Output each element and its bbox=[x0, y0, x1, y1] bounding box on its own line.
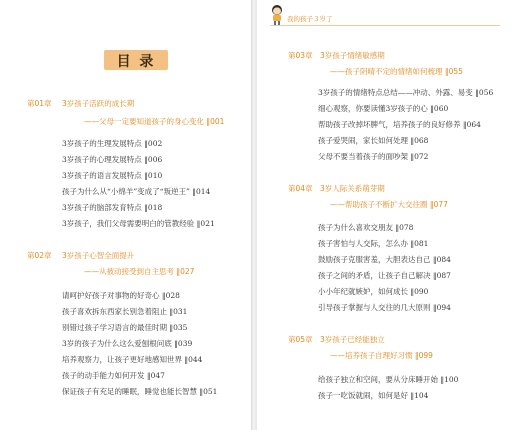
chapter-subtitle-text: ——帮助孩子不断扩大交往圈 bbox=[330, 200, 428, 209]
chapter-subtitle-text: ——培养孩子自理好习惯 bbox=[330, 351, 413, 360]
toc-entry-page: ‖100 bbox=[440, 375, 459, 384]
toc-entry-text: 孩子爱哭闹，家长如何处理 bbox=[318, 136, 408, 145]
toc-entry-text: 帮助孩子改掉坏脾气，培养孩子的良好修养 bbox=[318, 120, 461, 129]
toc-entry[interactable] bbox=[318, 222, 413, 233]
left-page bbox=[0, 0, 252, 430]
toc-entry-page: ‖078 bbox=[395, 223, 414, 232]
toc-entry-page: ‖081 bbox=[410, 239, 429, 248]
toc-entry[interactable] bbox=[318, 270, 451, 281]
toc-entry[interactable] bbox=[318, 286, 428, 297]
toc-entry[interactable] bbox=[62, 202, 162, 213]
chapter-title: 3岁孩子情绪敏感期 bbox=[320, 51, 385, 60]
toc-entry-page: ‖094 bbox=[432, 303, 451, 312]
chapter-subtitle-page: ‖099 bbox=[414, 351, 433, 360]
chapter-subtitle bbox=[330, 199, 448, 210]
chapter-number: 第02章 bbox=[27, 251, 52, 260]
toc-entry-text: 孩子害怕与人交际，怎么办 bbox=[318, 239, 408, 248]
toc-entry-page: ‖084 bbox=[432, 255, 451, 264]
toc-entry-text: 孩子的动手能力如何开发 bbox=[62, 371, 145, 380]
chapter-number: 第05章 bbox=[288, 335, 313, 344]
toc-entry[interactable] bbox=[62, 218, 215, 229]
chapter-subtitle bbox=[84, 266, 194, 277]
toc-entry[interactable] bbox=[62, 370, 165, 381]
toc-entry[interactable] bbox=[62, 386, 217, 397]
chapter-subtitle bbox=[330, 350, 433, 361]
toc-entry[interactable] bbox=[62, 138, 162, 149]
toc-entry-page: ‖014 bbox=[192, 187, 211, 196]
toc-entry[interactable] bbox=[318, 119, 481, 130]
toc-entry-page: ‖018 bbox=[144, 203, 163, 212]
chapter-title: 3岁孩子已经能独立 bbox=[320, 335, 385, 344]
toc-entry-text: 3岁孩子的生理发展特点 bbox=[62, 139, 142, 148]
toc-entry-text: 请呵护好孩子对事物的好奇心 bbox=[62, 291, 160, 300]
toc-entry-page: ‖044 bbox=[184, 355, 203, 364]
toc-entry-page: ‖104 bbox=[410, 391, 429, 400]
toc-entry-text: 细心观察，你要读懂3岁孩子的心 bbox=[318, 104, 428, 113]
chapter-subtitle bbox=[330, 66, 463, 77]
toc-entry-text: 孩子一吃饭就闹，如何是好 bbox=[318, 391, 408, 400]
toc-entry[interactable] bbox=[318, 254, 451, 265]
toc-entry-text: 3岁孩子，我们父母需要明白的管教经验 bbox=[62, 219, 195, 228]
toc-entry-page: ‖021 bbox=[196, 219, 215, 228]
toc-entry[interactable] bbox=[62, 154, 162, 165]
toc-entry[interactable] bbox=[318, 374, 458, 385]
toc-entry-page: ‖056 bbox=[475, 88, 494, 97]
toc-entry[interactable] bbox=[62, 338, 192, 349]
toc-entry-text: 3岁孩子的脑部发育特点 bbox=[62, 203, 142, 212]
toc-entry-text: 父母不要当着孩子的面吵架 bbox=[318, 152, 408, 161]
toc-entry[interactable] bbox=[318, 238, 428, 249]
toc-entry-text: 小小年纪就嫉妒，如何成长 bbox=[318, 287, 408, 296]
chapter-title: 3岁孩子心智全面提升 bbox=[62, 251, 135, 260]
toc-entry-page: ‖035 bbox=[169, 323, 188, 332]
toc-entry-text: 引导孩子掌握与人交往的几大原则 bbox=[318, 303, 431, 312]
toc-entry-page: ‖087 bbox=[432, 271, 451, 280]
toc-entry-text: 孩子之间的矛盾，让孩子自己解决 bbox=[318, 271, 431, 280]
toc-entry[interactable] bbox=[62, 306, 187, 317]
toc-entry[interactable] bbox=[318, 135, 428, 146]
toc-entry-page: ‖060 bbox=[430, 104, 449, 113]
toc-entry-page: ‖047 bbox=[146, 371, 165, 380]
toc-entry[interactable] bbox=[318, 103, 448, 114]
chapter-number: 第03章 bbox=[288, 51, 313, 60]
toc-entry-page: ‖002 bbox=[144, 139, 163, 148]
chapter-subtitle-page: ‖027 bbox=[176, 267, 195, 276]
toc-entry-text: 给孩子独立和空间，要从分床睡开始 bbox=[318, 375, 438, 384]
book-spine bbox=[251, 0, 257, 430]
toc-entry[interactable] bbox=[62, 290, 180, 301]
toc-entry-page: ‖039 bbox=[174, 339, 193, 348]
toc-entry-text: 3岁的孩子为什么这么爱刨根问底 bbox=[62, 339, 172, 348]
toc-entry-page: ‖051 bbox=[199, 387, 218, 396]
header-rule bbox=[270, 25, 500, 26]
chapter-subtitle-page: ‖001 bbox=[206, 117, 225, 126]
toc-entry-page: ‖010 bbox=[144, 171, 163, 180]
chapter-number: 第01章 bbox=[27, 99, 52, 108]
toc-entry-text: 孩子为什么喜欢交朋友 bbox=[318, 223, 393, 232]
toc-entry-text: 3岁孩子的心理发展特点 bbox=[62, 155, 142, 164]
chapter-title: 3岁人际关系萌芽期 bbox=[320, 184, 385, 193]
chapter-number: 第04章 bbox=[288, 184, 313, 193]
toc-entry-text: 3岁孩子的语言发展特点 bbox=[62, 171, 142, 180]
chapter-title: 3岁孩子活跃的成长期 bbox=[62, 99, 135, 108]
chapter-subtitle-text: ——父母一定要知道孩子的身心变化 bbox=[84, 117, 204, 126]
chapter-subtitle-page: ‖055 bbox=[444, 67, 463, 76]
chapter-subtitle-text: ——从被动接受到自主思考 bbox=[84, 267, 174, 276]
toc-entry[interactable] bbox=[318, 302, 451, 313]
toc-entry-text: 孩子喜欢拆东西家长别急着阻止 bbox=[62, 307, 167, 316]
toc-entry-text: 鼓励孩子克服害羞，大胆表达自己 bbox=[318, 255, 431, 264]
toc-entry[interactable] bbox=[62, 322, 187, 333]
toc-entry-text: 3岁孩子的情绪特点总结——冲动、外露、易变 bbox=[318, 88, 473, 97]
boy-mascot-icon bbox=[270, 4, 284, 26]
toc-entry-text: 别错过孩子学习语言的最佳时期 bbox=[62, 323, 167, 332]
toc-entry-text: 保证孩子有充足的睡眠，睡觉也能长智慧 bbox=[62, 387, 197, 396]
toc-entry-page: ‖090 bbox=[410, 287, 429, 296]
toc-entry-page: ‖031 bbox=[169, 307, 188, 316]
toc-entry-page: ‖064 bbox=[462, 120, 481, 129]
toc-entry-page: ‖028 bbox=[161, 291, 180, 300]
toc-title-badge bbox=[104, 50, 168, 70]
toc-entry[interactable] bbox=[318, 390, 428, 401]
toc-entry-text: 孩子为什么从“小绵羊”变成了“叛逆王” bbox=[62, 187, 190, 196]
toc-entry[interactable] bbox=[318, 151, 428, 162]
toc-entry-page: ‖072 bbox=[410, 152, 429, 161]
toc-entry[interactable] bbox=[62, 170, 162, 181]
chapter-subtitle-page: ‖077 bbox=[429, 200, 448, 209]
toc-entry[interactable] bbox=[62, 186, 210, 197]
toc-entry-page: ‖068 bbox=[410, 136, 429, 145]
toc-title: 目 录 bbox=[116, 54, 156, 70]
chapter-subtitle-text: ——孩子阴晴不定的情绪如何梳理 bbox=[330, 67, 443, 76]
chapter-subtitle bbox=[84, 116, 224, 127]
toc-entry[interactable] bbox=[62, 354, 202, 365]
toc-entry-text: 培养观察力，让孩子更好地感知世界 bbox=[62, 355, 182, 364]
toc-entry[interactable] bbox=[318, 87, 493, 98]
running-header: 我的孩子３岁了 bbox=[287, 15, 333, 23]
toc-entry-page: ‖006 bbox=[144, 155, 163, 164]
